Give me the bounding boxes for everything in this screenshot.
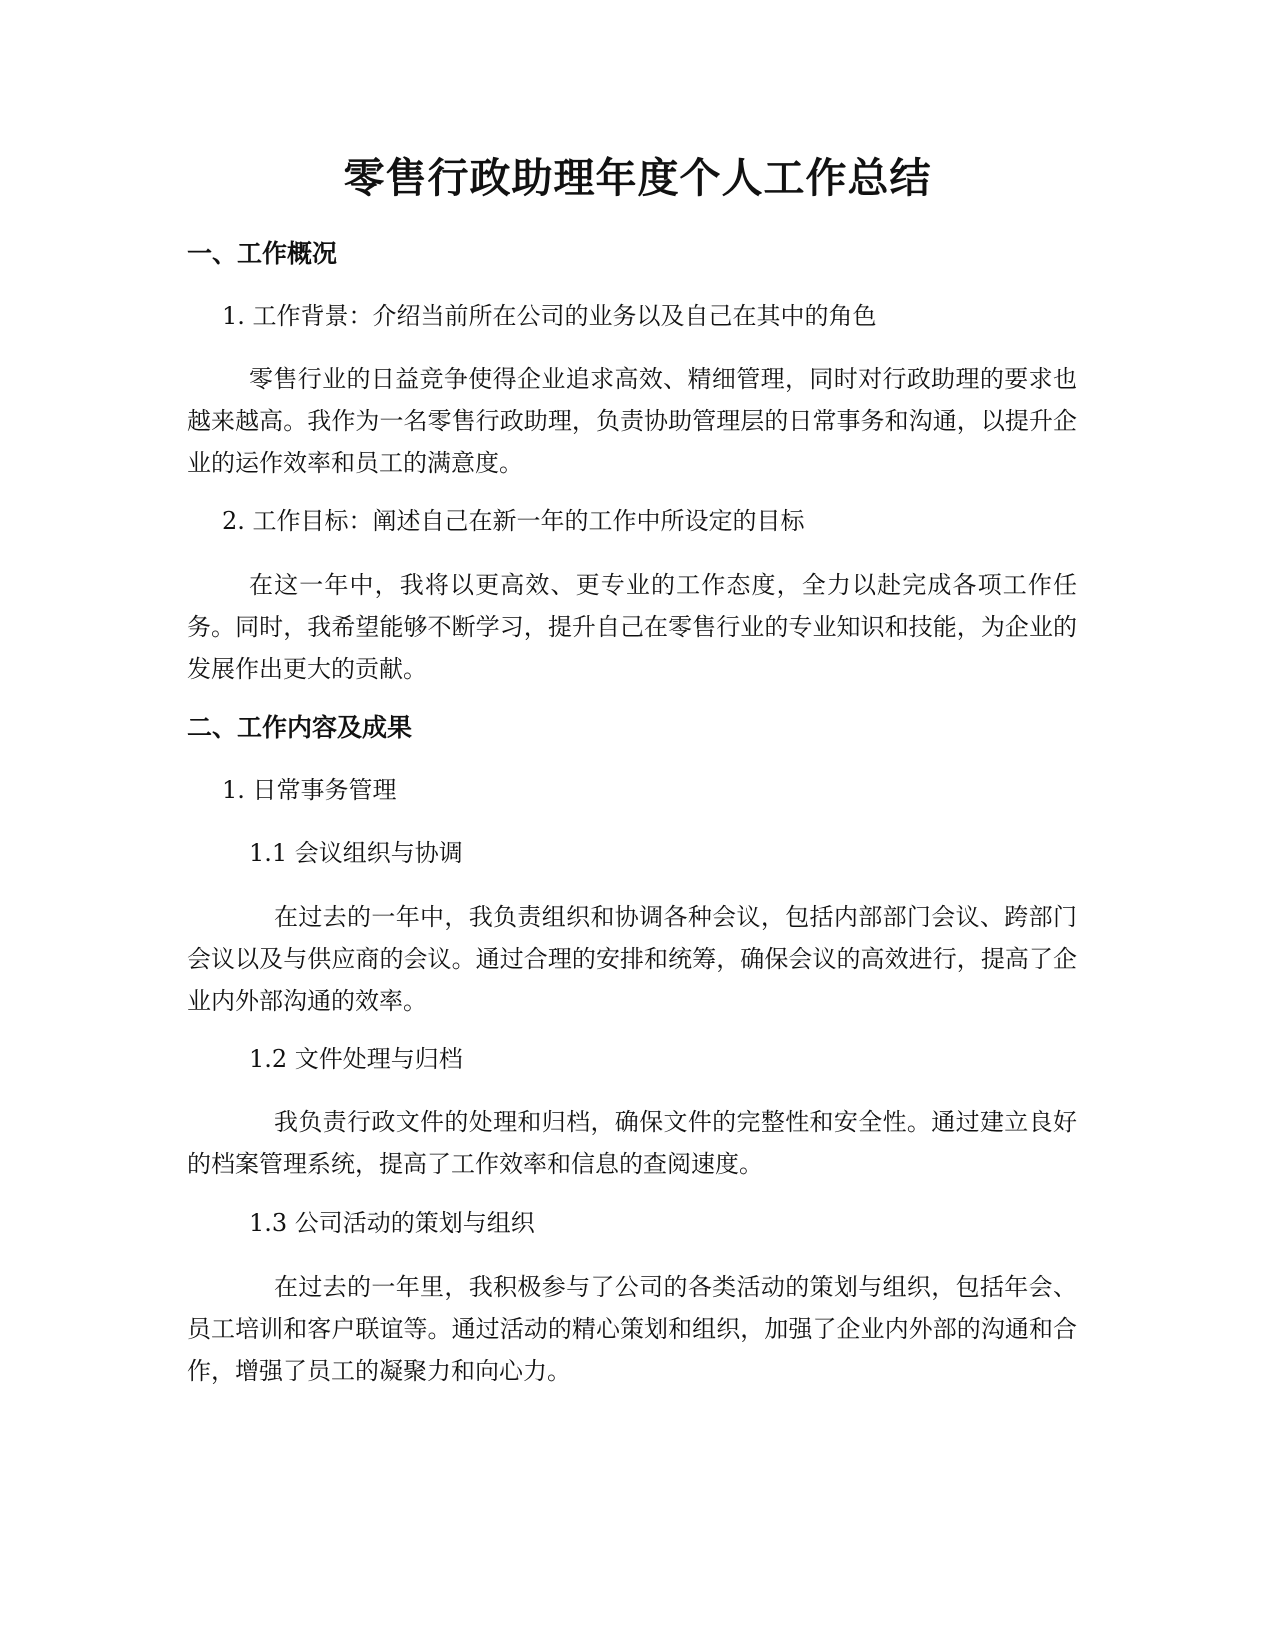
item-label-background: 1. 工作背景：介绍当前所在公司的业务以及自己在其中的角色 [222, 302, 877, 330]
item-label-daily-affairs: 1. 日常事务管理 [222, 776, 397, 804]
paragraph-files: 我负责行政文件的处理和归档，确保文件的完整性和安全性。通过建立良好的档案管理系统，提高了工作效率和信息的查阅速度。 [187, 1108, 1077, 1178]
paragraph-meetings: 在过去的一年中，我负责组织和协调各种会议，包括内部部门会议、跨部门会议以及与供应商的会议。通过合理的安排和统筹，确保会议的高效进行，提高了企业内外部沟通的效率。 [187, 903, 1077, 1015]
paragraph-events: 在过去的一年里，我积极参与了公司的各类活动的策划与组织，包括年会、员工培训和客户联谊等。通过活动的精心策划和组织，加强了企业内外部的沟通和合作，增强了员工的凝聚力和向心力。 [187, 1273, 1077, 1385]
paragraph-goal: 在这一年中，我将以更高效、更专业的工作态度，全力以赴完成各项工作任务。同时，我希望能够不断学习，提升自己在零售行业的专业知识和技能，为企业的发展作出更大的贡献。 [187, 571, 1077, 683]
paragraph-background: 零售行业的日益竞争使得企业追求高效、精细管理，同时对行政助理的要求也越来越高。我作为一名零售行政助理，负责协助管理层的日常事务和沟通，以提升企业的运作效率和员工的满意度。 [187, 365, 1077, 477]
item-label-goal: 2. 工作目标：阐述自己在新一年的工作中所设定的目标 [222, 507, 805, 535]
subitem-label-files: 1.2 文件处理与归档 [249, 1045, 463, 1073]
section-heading-overview: 一、工作概况 [187, 239, 338, 268]
subitem-label-events: 1.3 公司活动的策划与组织 [249, 1209, 535, 1237]
document-title: 零售行政助理年度个人工作总结 [343, 154, 932, 202]
subitem-label-meetings: 1.1 会议组织与协调 [249, 839, 463, 867]
section-heading-content: 二、工作内容及成果 [187, 713, 413, 742]
